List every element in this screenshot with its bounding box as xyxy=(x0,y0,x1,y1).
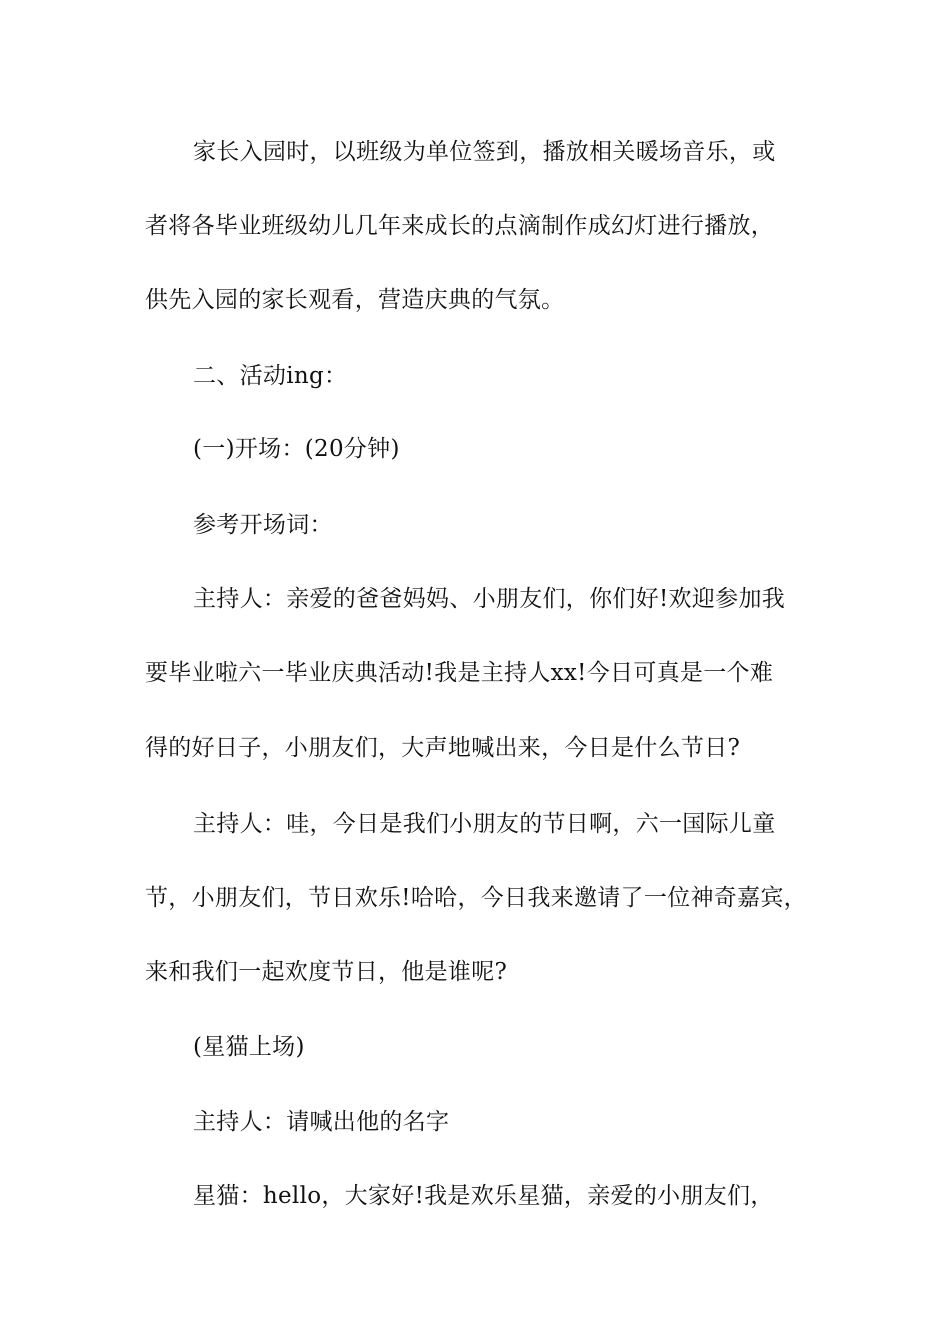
paragraph-line: 要毕业啦六一毕业庆典活动!我是主持人xx!今日可真是一个难 xyxy=(145,660,774,686)
paragraph-line: 家长入园时，以班级为单位签到，播放相关暖场音乐，或 xyxy=(193,139,776,165)
paragraph-line: 参考开场词： xyxy=(193,512,333,538)
paragraph-line: 主持人：请喊出他的名字 xyxy=(193,1109,450,1135)
paragraph-line: 来和我们一起欢度节日，他是谁呢? xyxy=(145,959,508,985)
paragraph-line: 星猫：hello，大家好!我是欢乐星猫，亲爱的小朋友们， xyxy=(193,1183,774,1209)
paragraph-line: 者将各毕业班级幼儿几年来成长的点滴制作成幻灯进行播放， xyxy=(145,213,775,239)
paragraph-line: 得的好日子，小朋友们，大声地喊出来，今日是什么节日? xyxy=(145,735,741,761)
paragraph-line: 节，小朋友们，节日欢乐!哈哈，今日我来邀请了一位神奇嘉宾， xyxy=(145,885,807,911)
paragraph-line: 主持人：亲爱的爸爸妈妈、小朋友们，你们好!欢迎参加我 xyxy=(193,586,786,612)
paragraph-line: 供先入园的家长观看，营造庆典的气氛。 xyxy=(145,287,565,313)
paragraph-line: (星猫上场) xyxy=(193,1034,305,1060)
section-heading: 二、活动ing： xyxy=(193,363,348,389)
paragraph-line: 主持人：哇，今日是我们小朋友的节日啊，六一国际儿童 xyxy=(193,811,776,837)
subsection-heading: (一)开场：(20分钟) xyxy=(193,436,400,462)
